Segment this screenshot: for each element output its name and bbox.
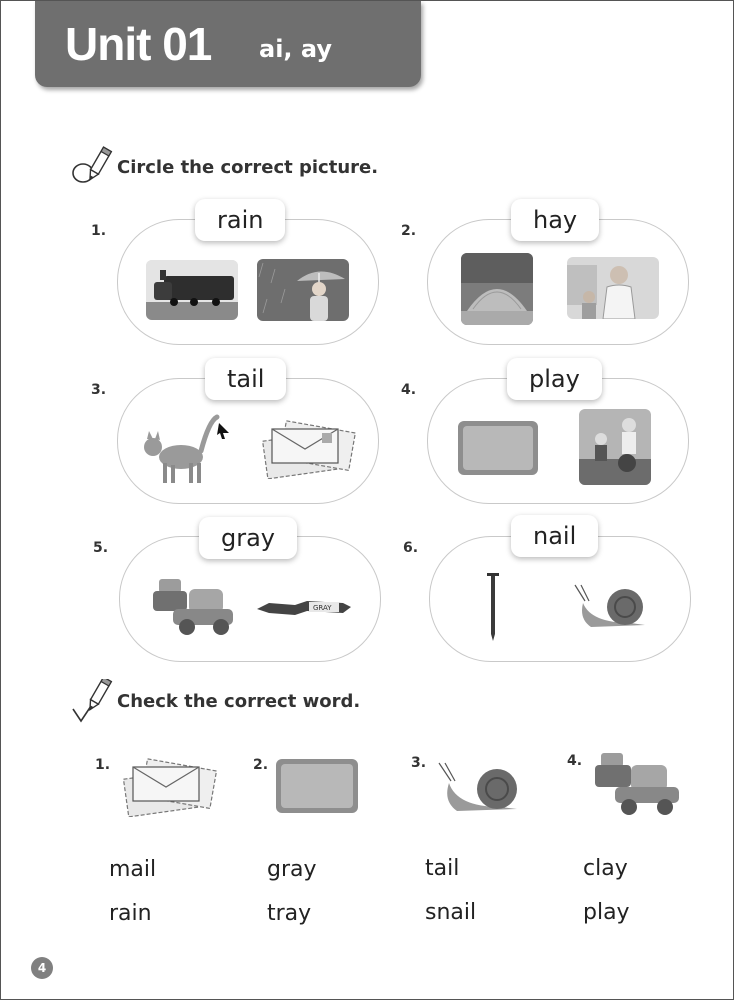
item-number: 1. <box>95 757 111 773</box>
crayon-label: GRAY <box>313 604 332 612</box>
tray-photo[interactable] <box>456 419 540 477</box>
word-option[interactable]: tray <box>267 901 312 926</box>
item-number: 1. <box>91 223 107 239</box>
mail-photo <box>121 757 217 817</box>
word-option[interactable]: rain <box>109 901 152 926</box>
clay-truck-photo <box>591 751 685 819</box>
item-number: 2. <box>253 757 269 773</box>
unit-title: Unit 01 <box>65 18 212 70</box>
word-option[interactable]: play <box>583 900 630 925</box>
word-option[interactable]: tail <box>425 856 460 881</box>
item-number: 4. <box>567 753 583 769</box>
snail-photo[interactable] <box>571 583 653 629</box>
word-option[interactable]: snail <box>425 900 477 925</box>
gray-crayon-photo[interactable] <box>255 595 353 619</box>
kids-playing-photo[interactable] <box>579 409 651 485</box>
doctor-photo[interactable] <box>567 257 659 319</box>
cat-tail-photo[interactable] <box>139 411 231 487</box>
item-number: 4. <box>401 382 417 398</box>
target-word: nail <box>511 515 598 557</box>
unit-subtitle: ai, ay <box>259 35 332 63</box>
clay-truck-photo[interactable] <box>151 575 239 639</box>
target-word: rain <box>195 199 285 241</box>
mail-photo[interactable] <box>260 417 356 479</box>
unit-header <box>35 1 421 87</box>
page-number: 4 <box>31 957 53 979</box>
item-number: 3. <box>411 755 427 771</box>
word-option[interactable]: gray <box>267 857 317 882</box>
check-instruction <box>71 679 360 723</box>
girl-in-rain-photo[interactable] <box>257 259 349 321</box>
item-number: 6. <box>403 540 419 556</box>
snail-photo <box>435 761 527 813</box>
train-photo[interactable] <box>146 260 238 320</box>
item-number: 2. <box>401 223 417 239</box>
target-word: play <box>507 358 602 400</box>
word-option[interactable]: mail <box>109 857 157 882</box>
target-word: tail <box>205 358 286 400</box>
target-word: hay <box>511 199 599 241</box>
target-word: gray <box>199 517 297 559</box>
tray-photo <box>274 757 360 815</box>
check-pencil-icon <box>71 679 113 723</box>
haystack-photo[interactable] <box>461 253 533 325</box>
item-number: 3. <box>91 382 107 398</box>
nail-photo[interactable] <box>485 571 501 643</box>
circle-instruction <box>71 145 378 189</box>
instruction-text: Circle the correct picture. <box>117 156 379 178</box>
item-number: 5. <box>93 540 109 556</box>
instruction-text: Check the correct word. <box>117 690 361 712</box>
circle-pencil-icon <box>71 145 113 189</box>
word-option[interactable]: clay <box>583 856 628 881</box>
